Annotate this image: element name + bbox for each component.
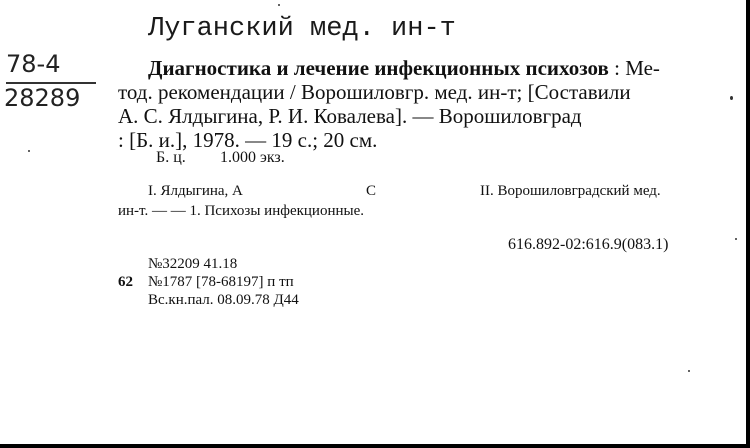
footer-line-3: Вс.кн.пал. 08.09.78 Д44 — [148, 292, 299, 308]
tracing-part-c: С — [366, 183, 377, 199]
footer-line-2: №1787 [78-68197] п тп — [148, 274, 294, 290]
entry-price: Б. ц. — [156, 149, 186, 166]
entry-line-1 — [148, 56, 660, 80]
entry-line-2: тод. рекомендации / Ворошиловгр. мед. ин-т; [Составили — [118, 80, 631, 104]
speck-mark — [730, 96, 733, 100]
speck-mark — [28, 150, 30, 152]
footer-number-62: 62 — [118, 274, 133, 290]
speck-mark — [688, 370, 690, 372]
entry-line-1-rest: : Ме- — [614, 56, 660, 80]
tracing-part-2: II. Ворошиловградский мед. — [480, 183, 661, 199]
entry-title: Диагностика и лечение инфекционных психозов — [148, 56, 609, 80]
entry-line-4: : [Б. и.], 1978. — 19 с.; 20 см. — [118, 128, 378, 152]
tracing-part-1: I. Ялдыгина, А — [148, 183, 243, 199]
entry-copies: 1.000 экз. — [220, 149, 285, 166]
tracing-line-2: ин-т. — — 1. Психозы инфекционные. — [118, 203, 364, 219]
entry-line-3: А. С. Ялдыгина, Р. И. Ковалева]. — Ворошиловград — [118, 104, 582, 128]
speck-mark — [278, 4, 280, 6]
handwritten-number: 28289 — [4, 84, 81, 112]
footer-line-1: №32209 41.18 — [148, 256, 238, 272]
handwritten-code: 78-4 — [6, 50, 61, 78]
classification-code: 616.892-02:616.9(083.1) — [508, 236, 669, 253]
typed-title: Луганский мед. ин-т — [148, 14, 456, 44]
speck-mark — [735, 238, 737, 240]
